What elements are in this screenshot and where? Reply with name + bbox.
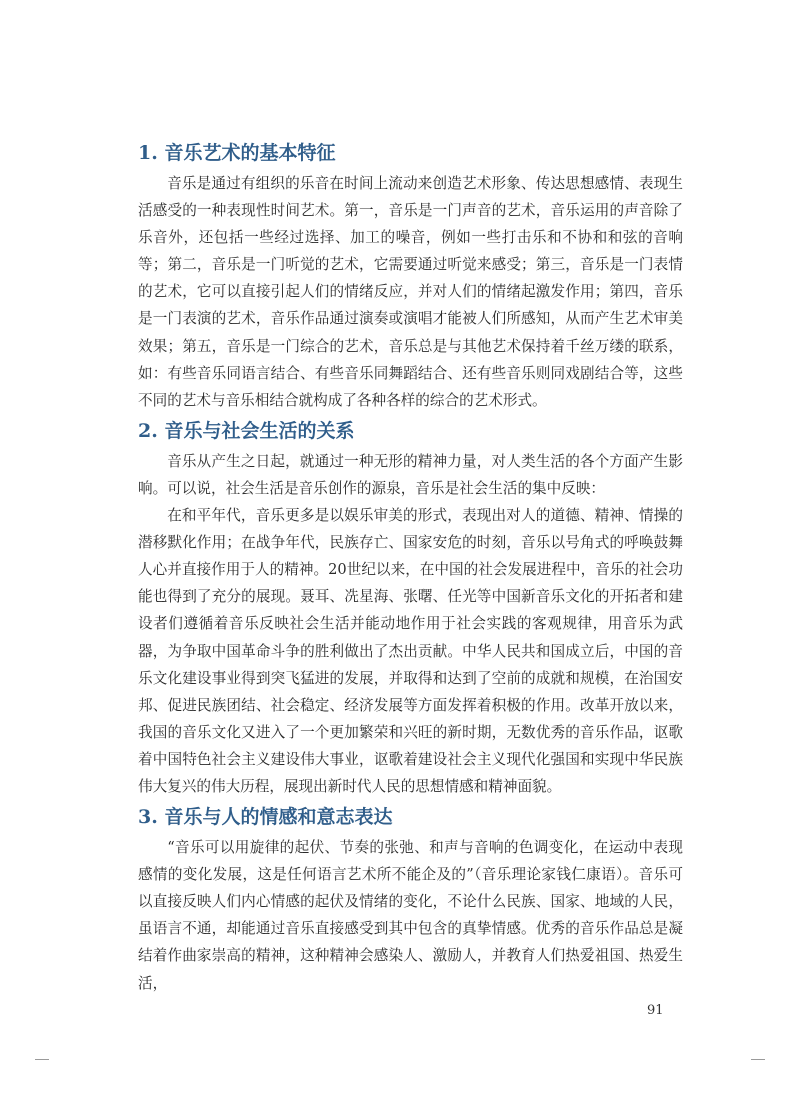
section-heading: 2. 音乐与社会生活的关系 (138, 419, 355, 442)
paragraph: “音乐可以用旋律的起伏、节奏的张弛、和声与音响的色调变化，在运动中表现感情的变化发展，这是任何语言艺术所不能企及的”（音乐理论家钱仁康语）。音乐可以直接反映人们内心情感的起伏及情绪的变化，不论什么民族、国家、地域的人民，虽语言不通，却能通过音乐直接感受到其中包含的真挚情感。优秀的音乐作品总是凝结着作曲家崇高的精神，这种精神会感染人、激励人，并教育人们热爱祖国、热爱生活， (138, 839, 683, 992)
section-2 (138, 414, 683, 800)
section-heading: 3. 音乐与人的情感和意志表达 (138, 806, 393, 829)
section-heading: 1. 音乐艺术的基本特征 (138, 142, 336, 164)
page-number: 91 (647, 1003, 664, 1018)
section-1 (138, 136, 683, 414)
crop-mark-right (751, 1059, 765, 1060)
section-3 (138, 800, 683, 997)
paragraph: 音乐从产生之日起，就通过一种无形的精神力量，对人类生活的各个方面产生影响。可以说，社会生活是音乐创作的源泉，音乐是社会生活的集中反映： (138, 452, 683, 497)
paragraph: 音乐是通过有组织的乐音在时间上流动来创造艺术形象、传达思想感情、表现生活感受的一种表现性时间艺术。第一，音乐是一门声音的艺术，音乐运用的声音除了乐音外，还包括一些经过选择、加工的噪音，例如一些打击乐和不协和和弦的音响等；第二，音乐是一门听觉的艺术，它需要通过听觉来感受；第三，音乐是一门表情的艺术，它可以直接引起人们的情绪反应，并对人们的情绪起激发作用；第四，音乐是一门表演的艺术，音乐作品通过演奏或演唱才能被人们所感知，从而产生艺术审美效果；第五，音乐是一门综合的艺术，音乐总是与其他艺术保持着千丝万缕的联系，如：有些音乐同语言结合、有些音乐同舞蹈结合、还有些音乐则同戏剧结合等，这些不同的艺术与音乐相结合就构成了各种各样的综合的艺术形式。 (138, 175, 683, 409)
page-content (138, 136, 683, 997)
paragraph: 在和平年代，音乐更多是以娱乐审美的形式，表现出对人的道德、精神、情操的潜移默化作用；在战争年代，民族存亡、国家安危的时刻，音乐以号角式的呼唤鼓舞人心并直接作用于人的精神。20世纪以来，在中国的社会发展进程中，音乐的社会功能也得到了充分的展现。聂耳、冼星海、张曙、任光等中国新音乐文化的开拓者和建设者们遵循着音乐反映社会生活并能动地作用于社会实践的客观规律，用音乐为武器，为争取中国革命斗争的胜利做出了杰出贡献。中华人民共和国成立后，中国的音乐文化建设事业得到突飞猛进的发展，并取得和达到了空前的成就和规模，在治国安邦、促进民族团结、社会稳定、经济发展等方面发挥着积极的作用。改革开放以来，我国的音乐文化又进入了一个更加繁荣和兴旺的新时期，无数优秀的音乐作品，讴歌着中国特色社会主义建设伟大事业，讴歌着建设社会主义现代化强国和实现中华民族伟大复兴的伟大历程，展现出新时代人民的思想情感和精神面貌。 (138, 507, 683, 795)
crop-mark-left (35, 1059, 49, 1060)
